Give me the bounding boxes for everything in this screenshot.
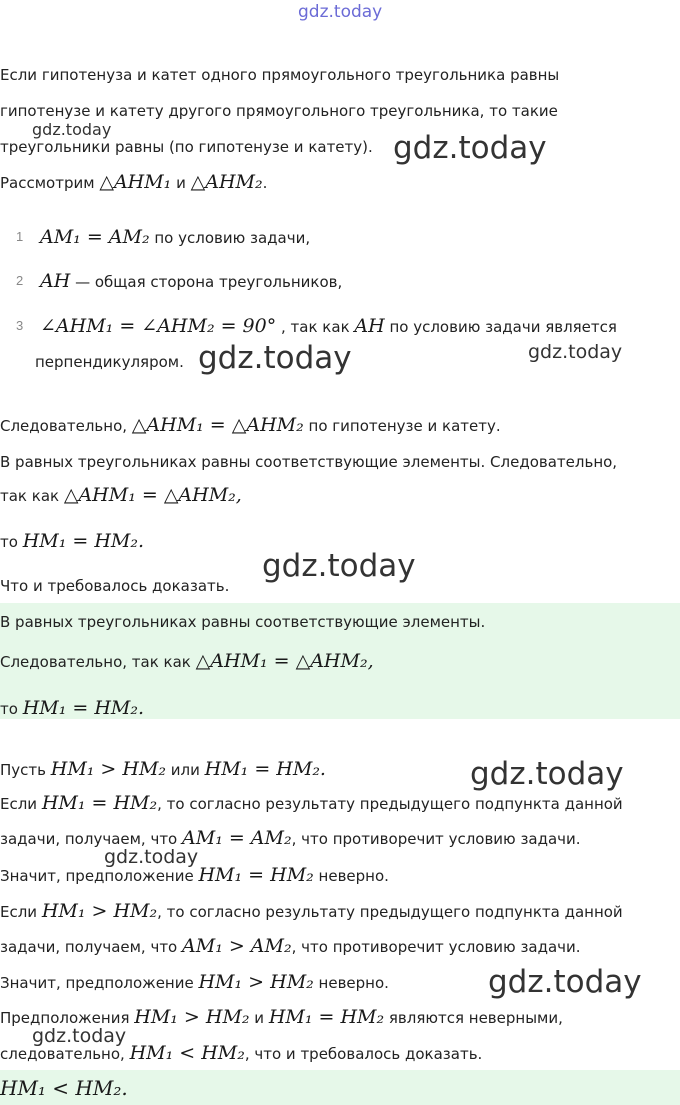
math-triangle-1: △AHM₁ bbox=[99, 171, 172, 193]
watermark: gdz.today bbox=[198, 340, 352, 376]
watermark: gdz.today bbox=[32, 120, 112, 139]
watermark-top: gdz.today bbox=[298, 2, 383, 22]
text: по условию задачи является bbox=[384, 318, 617, 336]
part2-line-8 bbox=[0, 1006, 563, 1029]
text: следовательно, bbox=[0, 1045, 130, 1063]
list-number: 1 bbox=[16, 229, 24, 244]
math: HM₁ = HM₂. bbox=[204, 758, 326, 780]
final-answer bbox=[0, 1077, 128, 1101]
conclusion-line-4 bbox=[0, 530, 144, 553]
math: HM₁ = HM₂ bbox=[41, 792, 158, 814]
math-triangle-2: △AHM₂ bbox=[190, 171, 263, 193]
math: HM₁ = HM₂. bbox=[22, 530, 145, 552]
watermark: gdz.today bbox=[528, 341, 623, 363]
text: и bbox=[171, 174, 191, 192]
text: Если bbox=[0, 795, 42, 813]
text: , то согласно результату предыдущего подпункта данной bbox=[157, 903, 623, 921]
consider-line bbox=[0, 171, 267, 194]
text: то bbox=[0, 533, 23, 551]
text: , что и требовалось доказать. bbox=[244, 1045, 483, 1063]
part2-line-7 bbox=[0, 971, 389, 994]
math: HM₁ > HM₂ bbox=[198, 971, 314, 993]
text: , что противоречит условию задачи. bbox=[291, 830, 581, 848]
math: △AHM₁ = △AHM₂, bbox=[195, 650, 374, 672]
part2-line-4 bbox=[0, 864, 389, 887]
math: HM₁ = HM₂. bbox=[22, 697, 145, 719]
highlight-line-3 bbox=[0, 697, 144, 720]
math: HM₁ < HM₂. bbox=[0, 1076, 128, 1100]
text: , что противоречит условию задачи. bbox=[291, 938, 581, 956]
math: AH bbox=[354, 315, 385, 337]
text: Предположения bbox=[0, 1009, 135, 1027]
text: Рассмотрим bbox=[0, 174, 100, 192]
highlight-line-1: В равных треугольниках равны соответствующие элементы. bbox=[0, 613, 486, 631]
watermark: gdz.today bbox=[32, 1025, 127, 1047]
conclusion-line-5: Что и требовалось доказать. bbox=[0, 577, 230, 595]
part2-line-2 bbox=[0, 792, 623, 815]
conclusion-line-2: В равных треугольниках равны соответствующие элементы. Следовательно, bbox=[0, 453, 618, 471]
text: по условию задачи, bbox=[149, 229, 311, 247]
text: неверно. bbox=[313, 867, 389, 885]
math: △AHM₁ = △AHM₂ bbox=[131, 414, 304, 436]
part2-line-9 bbox=[0, 1042, 482, 1065]
part2-line-3 bbox=[0, 827, 581, 850]
text: Значит, предположение bbox=[0, 974, 199, 992]
math: HM₁ = HM₂ bbox=[198, 864, 314, 886]
conclusion-line-1 bbox=[0, 414, 501, 437]
math: △AHM₁ = △AHM₂, bbox=[63, 484, 242, 506]
watermark: gdz.today bbox=[470, 756, 624, 792]
intro-line-3: треугольники равны (по гипотенузе и катету). bbox=[0, 138, 373, 156]
watermark: gdz.today bbox=[104, 846, 199, 868]
math: HM₁ > HM₂ bbox=[134, 1006, 250, 1028]
text: и bbox=[249, 1009, 269, 1027]
text: задачи, получаем, что bbox=[0, 938, 183, 956]
math: HM₁ > HM₂ bbox=[50, 758, 167, 780]
text: . bbox=[262, 174, 268, 192]
list-number: 2 bbox=[16, 273, 24, 288]
math: HM₁ > HM₂ bbox=[41, 900, 158, 922]
math: AM₁ = AM₂ bbox=[182, 827, 292, 849]
text: — общая сторона треугольников, bbox=[70, 273, 343, 291]
text: то bbox=[0, 700, 23, 718]
intro-line-1: Если гипотенуза и катет одного прямоугольного треугольника равны bbox=[0, 66, 560, 84]
math: HM₁ < HM₂ bbox=[129, 1042, 245, 1064]
intro-line-2: гипотенузе и катету другого прямоугольного треугольника, то такие bbox=[0, 102, 558, 120]
watermark: gdz.today bbox=[488, 964, 642, 1000]
text: Если bbox=[0, 903, 42, 921]
text: по гипотенузе и катету. bbox=[303, 417, 501, 435]
part2-line-6 bbox=[0, 935, 581, 958]
text: являются неверными, bbox=[384, 1009, 563, 1027]
part2-line-1 bbox=[0, 758, 326, 781]
conclusion-line-3 bbox=[0, 484, 242, 507]
part2-line-5 bbox=[0, 900, 623, 923]
math: AH bbox=[40, 270, 71, 292]
text: Пусть bbox=[0, 761, 51, 779]
watermark: gdz.today bbox=[262, 548, 416, 584]
math: HM₁ = HM₂ bbox=[268, 1006, 385, 1028]
text: неверно. bbox=[313, 974, 389, 992]
text: Значит, предположение bbox=[0, 867, 199, 885]
math: AM₁ = AM₂ bbox=[40, 226, 150, 248]
text: перпендикуляром. bbox=[35, 353, 184, 371]
text: или bbox=[166, 761, 205, 779]
text: так как bbox=[0, 487, 64, 505]
math: ∠AHM₁ = ∠AHM₂ = 90° bbox=[40, 315, 277, 337]
text: , то согласно результату предыдущего подпункта данной bbox=[157, 795, 623, 813]
list-number: 3 bbox=[16, 318, 24, 333]
highlight-line-2 bbox=[0, 650, 374, 673]
text: задачи, получаем, что bbox=[0, 830, 183, 848]
text: Следовательно, bbox=[0, 417, 132, 435]
watermark: gdz.today bbox=[393, 130, 547, 166]
math: AM₁ > AM₂ bbox=[182, 935, 292, 957]
text: Следовательно, так как bbox=[0, 653, 196, 671]
text: , так как bbox=[276, 318, 355, 336]
